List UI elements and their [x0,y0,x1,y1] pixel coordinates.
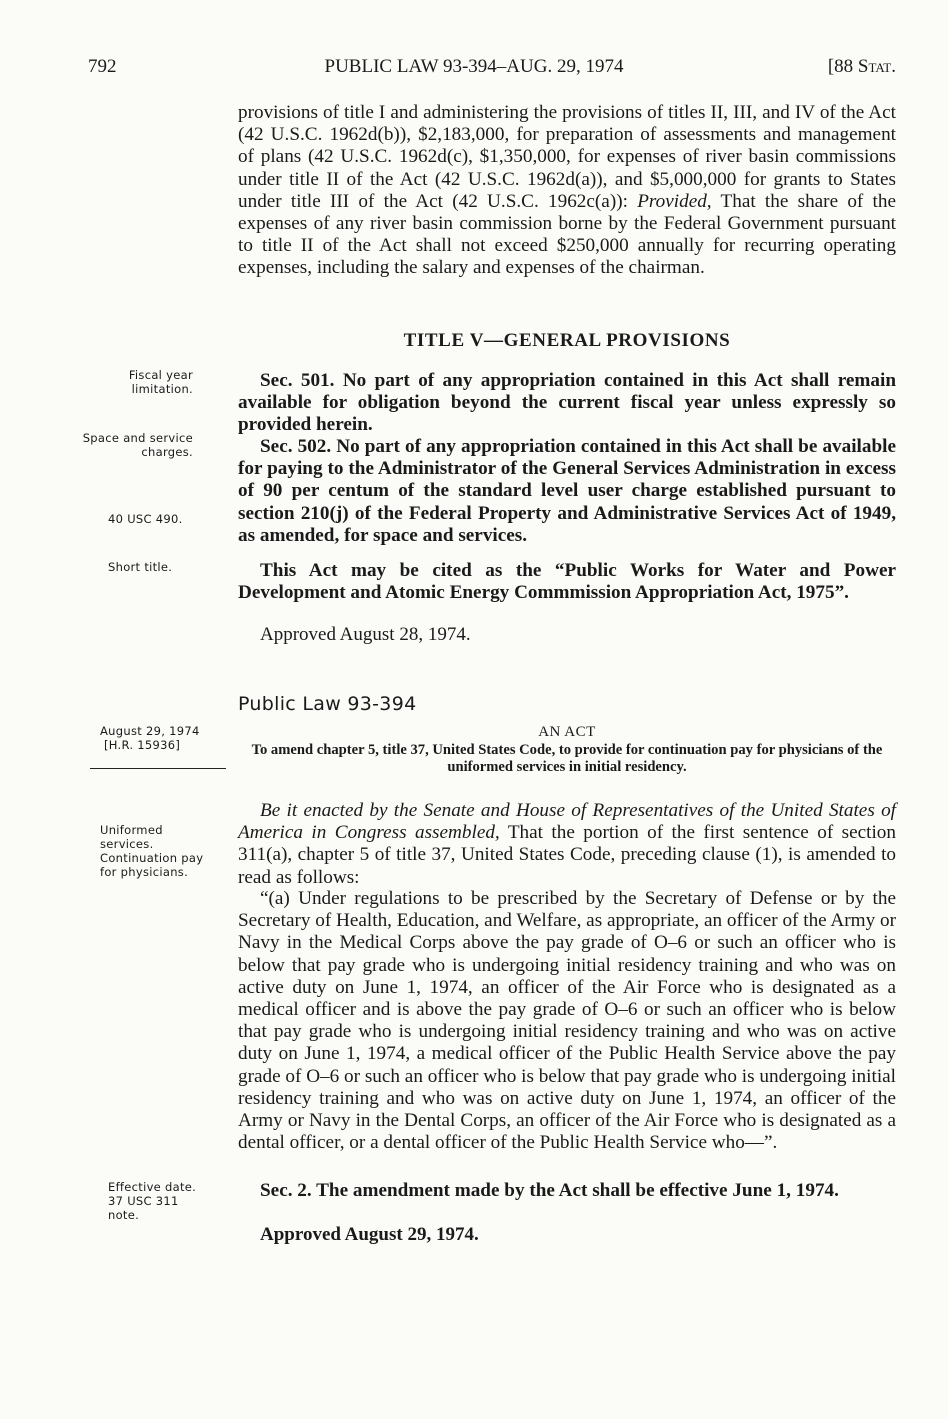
margin-note-space-charges: Space and service charges. [82,431,193,459]
an-act-label: AN ACT [538,724,596,740]
margin-rule [90,768,226,769]
margin-note-date: August 29, 1974 [100,724,200,738]
margin-note-short-title: Short title. [108,560,173,574]
sec-501: Sec. 501. No part of any appropriation contained in this Act shall remain available for obligation beyond the current fiscal year unless expressly so provided herein. [238,370,896,436]
act-purpose: To amend chapter 5, title 37, United States Code, to provide for continuation pay for physicians of the uniformed services in initial residency. [251,742,883,775]
top-paragraph: provisions of title I and administering the provisions of titles II, III, and IV of the Act (42 U.S.C. 1962d(b)), $2,183,000, for preparation of assessments and management of plans (42 U.S.C. 1962d(c), $1,350,000, for expenses of river basin commissions under title II of the Act (42 U.S.C. 1962d(a)), and $5,000,000 for grants to States under title III of the Act (42 U.S.C. 1962c(a)): Provided, That the share of the expenses of any river basin commission borne by the Federal Government pursuant to title II of the Act shall not exceed $250,000 annually for recurring operating expenses, including the salary and expenses of the chairman. [238,102,896,279]
approved-date-1: Approved August 28, 1974. [260,624,471,645]
margin-note-effective: Effective date. [108,1180,197,1194]
approved-date-2: Approved August 29, 1974. [260,1224,479,1245]
running-title: PUBLIC LAW 93-394–AUG. 29, 1974 [324,56,624,77]
margin-note-continuation: Continuation pay for physicians. [100,851,204,879]
quoted-amendment: “(a) Under regulations to be prescribed by the Secretary of Defense or by the Secretary of Health, Education, and Welfare, as appropriate, an officer of the Army or Navy in the Medical Corps above the pay grade of O–6 or such an officer who is below that pay grade who is undergoing initial residency training and who was on active duty on June 1, 1974, an officer of the Air Force who is designated as a medical officer and is above the pay grade of O–6 or such an officer who is below that pay grade who is undergoing initial residency training and who was on active duty on June 1, 1974, a medical officer of the Public Health Service above the pay grade of O–6 or such an officer who is below that pay grade who is undergoing initial residency training and who was on active duty on June 1, 1974, an officer of the Army or Navy in the Dental Corps, an officer of the Air Force who is designated as a dental officer, or a dental officer of the Public Health Service who—”. [238,888,896,1154]
margin-note-37-usc-311: 37 USC 311 note. [108,1194,179,1222]
page-number: 792 [88,56,117,77]
stat-reference: [88 Stat. [827,56,896,77]
sec-2: Sec. 2. The amendment made by the Act shall be effective June 1, 1974. [260,1180,839,1201]
margin-note-fiscal-year: Fiscal year limitation. [128,368,193,396]
title-v-heading: TITLE V—GENERAL PROVISIONS [403,330,731,351]
public-law-heading: Public Law 93-394 [238,693,417,715]
margin-note-40-usc-490: 40 USC 490. [108,512,183,526]
margin-notes [80,0,220,1419]
short-title-paragraph: This Act may be cited as the “Public Works for Water and Power Development and Atomic Energy Commmission Appropriation Act, 1975”. [238,560,896,604]
margin-note-bill: [H.R. 15936] [104,738,181,752]
enacting-clause: Be it enacted by the Senate and House of Representatives of the United States of America in Congress assembled, That the portion of the first sentence of section 311(a), chapter 5 of title 37, United States Code, preceding clause (1), is amended to read as follows: [238,800,896,888]
sec-502: Sec. 502. No part of any appropriation contained in this Act shall be available for paying to the Administrator of the General Services Administration in excess of 90 per centum of the standard level user charge established pursuant to section 210(j) of the Federal Property and Administrative Services Act of 1949, as amended, for space and services. [238,436,896,546]
margin-note-uniformed: Uniformed services. [100,823,163,851]
